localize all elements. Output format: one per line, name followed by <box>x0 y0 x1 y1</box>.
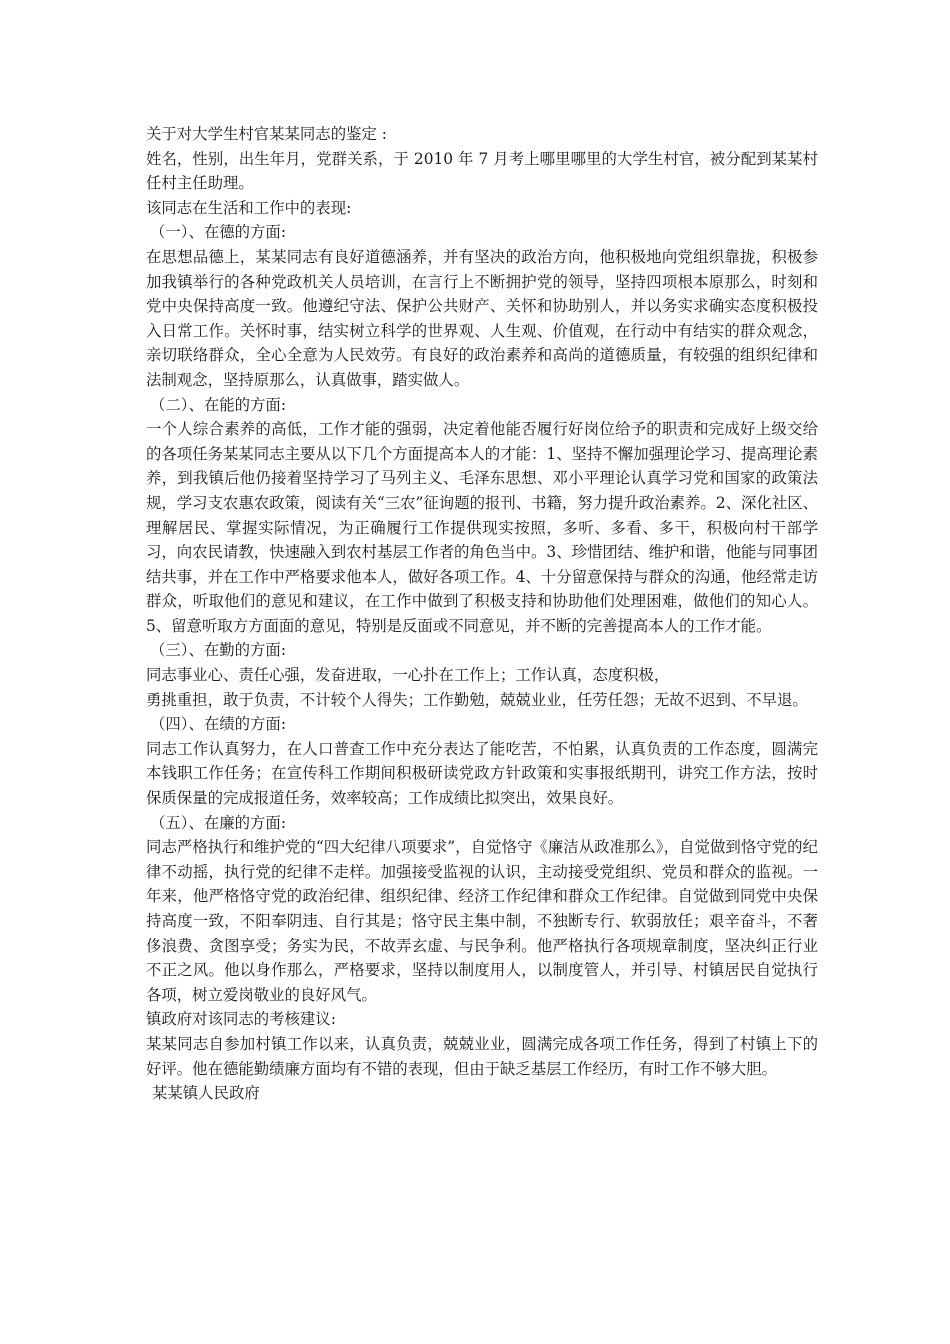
paragraph-diligence-2: 勇挑重担，敢于负责，不计较个人得失；工作勤勉，兢兢业业，任劳任怨；无故不迟到、不早退。 <box>146 690 808 709</box>
paragraph-diligence-1: 同志事业心、责任心强，发奋进取，一心扑在工作上；工作认真，态度积极， <box>146 666 670 685</box>
paragraph-integrity: 同志严格执行和维护党的“四大纪律八项要求”，自觉恪守《廉洁从政准那么》，自觉做到恪守党的纪律不动摇，执行党的纪律不走样。加强接受监视的认识，主动接受党组织、党员和群众的监视。一年来，他严格恪守党的政治纪律、组织纪律、经济工作纪律和群众工作纪律。自觉做到同党中央保持高度一致，不阳奉阴违、自行其是；恪守民主集中制，不独断专行、软弱放任；艰辛奋斗，不奢侈浪费、贪图享受；务实为民，不故弄玄虚、与民争利。他严格执行各项规章制度，坚决纠正行业不正之风。他以身作那么，严格要求，坚持以制度用人，以制度管人，并引导、村镇居民自觉执行各项，树立爱岗敬业的良好风气。 <box>146 838 818 1004</box>
heading-achievement: （四）、在绩的方面: <box>150 715 287 734</box>
heading-morality: （一）、在德的方面: <box>150 223 287 242</box>
heading-integrity: （五）、在廉的方面: <box>150 813 287 832</box>
document-title: 关于对大学生村官某某同志的鉴定 : <box>146 125 387 143</box>
heading-assessment: 镇政府对该同志的考核建议: <box>146 1010 336 1029</box>
signature: 某某镇人民政府 <box>152 1084 260 1103</box>
document-body <box>146 122 818 1106</box>
paragraph-performance-intro: 该同志在生活和工作中的表现: <box>146 198 352 217</box>
heading-ability: （二）、在能的方面: <box>150 395 287 414</box>
paragraph-basic-info: 姓名，性别，出生年月，党群关系，于 2010 年 7 月考上哪里哪里的大学生村官，被分配到某某村任村主任助理。 <box>146 149 818 193</box>
paragraph-achievement: 同志工作认真努力，在人口普查工作中充分表达了能吃苦，不怕累，认真负责的工作态度，圆满完本钱职工作任务；在宣传科工作期间积极研读党政方针政策和实事报纸期刊，讲究工作方法，按时保质保量的完成报道任务，效率较高；工作成绩比拟突出，效果良好。 <box>146 739 818 808</box>
heading-diligence: （三）、在勤的方面: <box>150 641 287 660</box>
paragraph-morality: 在思想品德上，某某同志有良好道德涵养，并有坚决的政治方向，他积极地向党组织靠拢，积极参加我镇举行的各种党政机关人员培训，在言行上不断拥护党的领导，坚持四项根本原那么，时刻和党中央保持高度一致。他遵纪守法、保护公共财产、关怀和协助别人，并以务实求确实态度积极投入日常工作。关怀时事，结实树立科学的世界观、人生观、价值观，在行动中有结实的群众观念，亲切联络群众，全心全意为人民效劳。有良好的政治素养和高尚的道德质量，有较强的组织纪律和法制观念，坚持原那么，认真做事，踏实做人。 <box>146 247 818 389</box>
paragraph-ability: 一个人综合素养的高低，工作才能的强弱，决定着他能否履行好岗位给予的职责和完成好上级交给的各项任务某某同志主要从以下几个方面提高本人的才能：1、坚持不懈加强理论学习、提高理论素养，到我镇后他仍接着坚持学习了马列主义、毛泽东思想、邓小平理论认真学习党和国家的政策法规，学习支农惠农政策，阅读有关“三农”征询题的报刊、书籍，努力提升政治素养。2、深化社区、理解居民、掌握实际情况，为正确履行工作提供现实按照，多听、多看、多干，积极向村干部学习，向农民请教，快速融入到农村基层工作者的角色当中。3、珍惜团结、维护和谐，他能与同事团结共事，并在工作中严格要求他本人，做好各项工作。4、十分留意保持与群众的沟通，他经常走访群众，听取他们的意见和建议，在工作中做到了积极支持和协助他们处理困难，做他们的知心人。5、留意听取方方面面的意见，特别是反面或不同意见，并不断的完善提高本人的工作才能。 <box>146 420 818 635</box>
paragraph-assessment: 某某同志自参加村镇工作以来，认真负责，兢兢业业，圆满完成各项工作任务，得到了村镇上下的好评。他在德能勤绩廉方面均有不错的表现，但由于缺乏基层工作经历，有时工作不够大胆。 <box>146 1034 818 1078</box>
